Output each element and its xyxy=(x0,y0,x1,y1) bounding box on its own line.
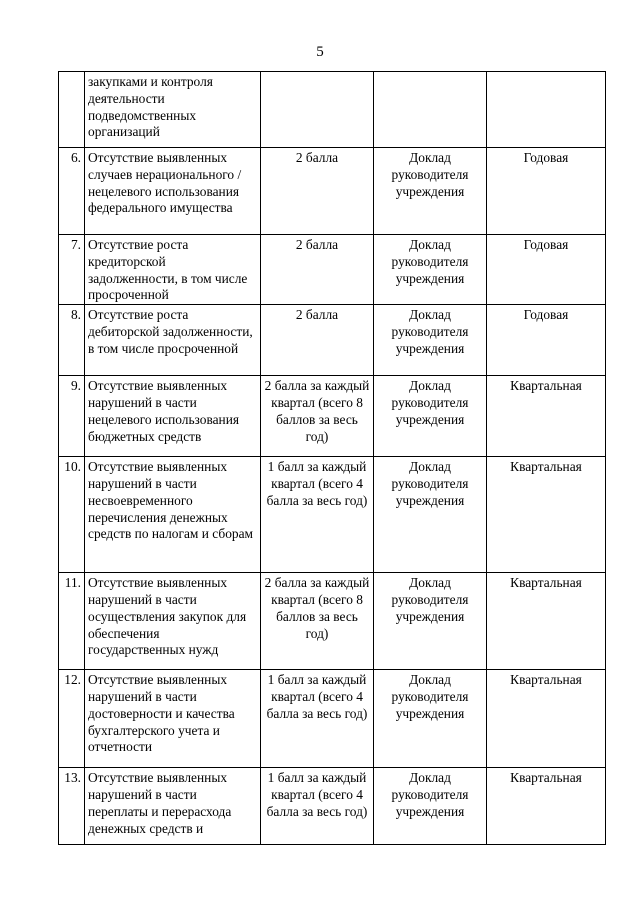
table-row xyxy=(59,305,606,376)
table-row xyxy=(59,768,606,845)
criterion-source: Доклад руководителя учреждения xyxy=(374,670,487,768)
table-row xyxy=(59,573,606,670)
criterion-name: Отсутствие выявленных нарушений в части осуществления закупок для обеспечения государственных нужд xyxy=(85,573,261,670)
criterion-source: Доклад руководителя учреждения xyxy=(374,457,487,573)
criterion-source: Доклад руководителя учреждения xyxy=(374,305,487,376)
criterion-period: Квартальная xyxy=(487,457,606,573)
table-row xyxy=(59,376,606,457)
criterion-period: Годовая xyxy=(487,305,606,376)
row-number: 11. xyxy=(59,573,85,670)
criteria-table xyxy=(58,71,606,845)
criterion-source: Доклад руководителя учреждения xyxy=(374,376,487,457)
criterion-name: закупками и контроля деятельности подведомственных организаций xyxy=(85,72,261,148)
criterion-period: Квартальная xyxy=(487,573,606,670)
criterion-name: Отсутствие выявленных нарушений в части несвоевременного перечисления денежных средств по налогам и сборам xyxy=(85,457,261,573)
row-number: 12. xyxy=(59,670,85,768)
criterion-name: Отсутствие роста дебиторской задолженности, в том числе просроченной xyxy=(85,305,261,376)
criterion-name: Отсутствие выявленных случаев нерационального /нецелевого использования федерального имущества xyxy=(85,148,261,235)
row-number: 8. xyxy=(59,305,85,376)
criterion-source: Доклад руководителя учреждения xyxy=(374,573,487,670)
row-number xyxy=(59,72,85,148)
criterion-points: 2 балла xyxy=(261,305,374,376)
table-row xyxy=(59,72,606,148)
criterion-source: Доклад руководителя учреждения xyxy=(374,148,487,235)
criterion-period: Годовая xyxy=(487,235,606,305)
criterion-period: Квартальная xyxy=(487,376,606,457)
criterion-name: Отсутствие выявленных нарушений в части достоверности и качества бухгалтерского учета и отчетности xyxy=(85,670,261,768)
criterion-name: Отсутствие роста кредиторской задолженности, в том числе просроченной xyxy=(85,235,261,305)
row-number: 7. xyxy=(59,235,85,305)
criterion-points: 2 балла за каждый квартал (всего 8 баллов за весь год) xyxy=(261,573,374,670)
criterion-points: 1 балл за каждый квартал (всего 4 балла за весь год) xyxy=(261,670,374,768)
criterion-points: 2 балла за каждый квартал (всего 8 баллов за весь год) xyxy=(261,376,374,457)
table-row xyxy=(59,148,606,235)
row-number: 9. xyxy=(59,376,85,457)
criterion-source: Доклад руководителя учреждения xyxy=(374,768,487,845)
criterion-points xyxy=(261,72,374,148)
table-row xyxy=(59,457,606,573)
criterion-points: 2 балла xyxy=(261,235,374,305)
criterion-period: Квартальная xyxy=(487,670,606,768)
criterion-points: 1 балл за каждый квартал (всего 4 балла за весь год) xyxy=(261,457,374,573)
page-number: 5 xyxy=(316,44,324,60)
criterion-points: 1 балл за каждый квартал (всего 4 балла за весь год) xyxy=(261,768,374,845)
criterion-source: Доклад руководителя учреждения xyxy=(374,235,487,305)
row-number: 10. xyxy=(59,457,85,573)
criterion-points: 2 балла xyxy=(261,148,374,235)
row-number: 13. xyxy=(59,768,85,845)
criterion-source xyxy=(374,72,487,148)
criterion-period: Квартальная xyxy=(487,768,606,845)
table-row xyxy=(59,670,606,768)
criterion-name: Отсутствие выявленных нарушений в части нецелевого использования бюджетных средств xyxy=(85,376,261,457)
criterion-period: Годовая xyxy=(487,148,606,235)
criterion-name: Отсутствие выявленных нарушений в части переплаты и перерасхода денежных средств и xyxy=(85,768,261,845)
criterion-period xyxy=(487,72,606,148)
row-number: 6. xyxy=(59,148,85,235)
table-row xyxy=(59,235,606,305)
